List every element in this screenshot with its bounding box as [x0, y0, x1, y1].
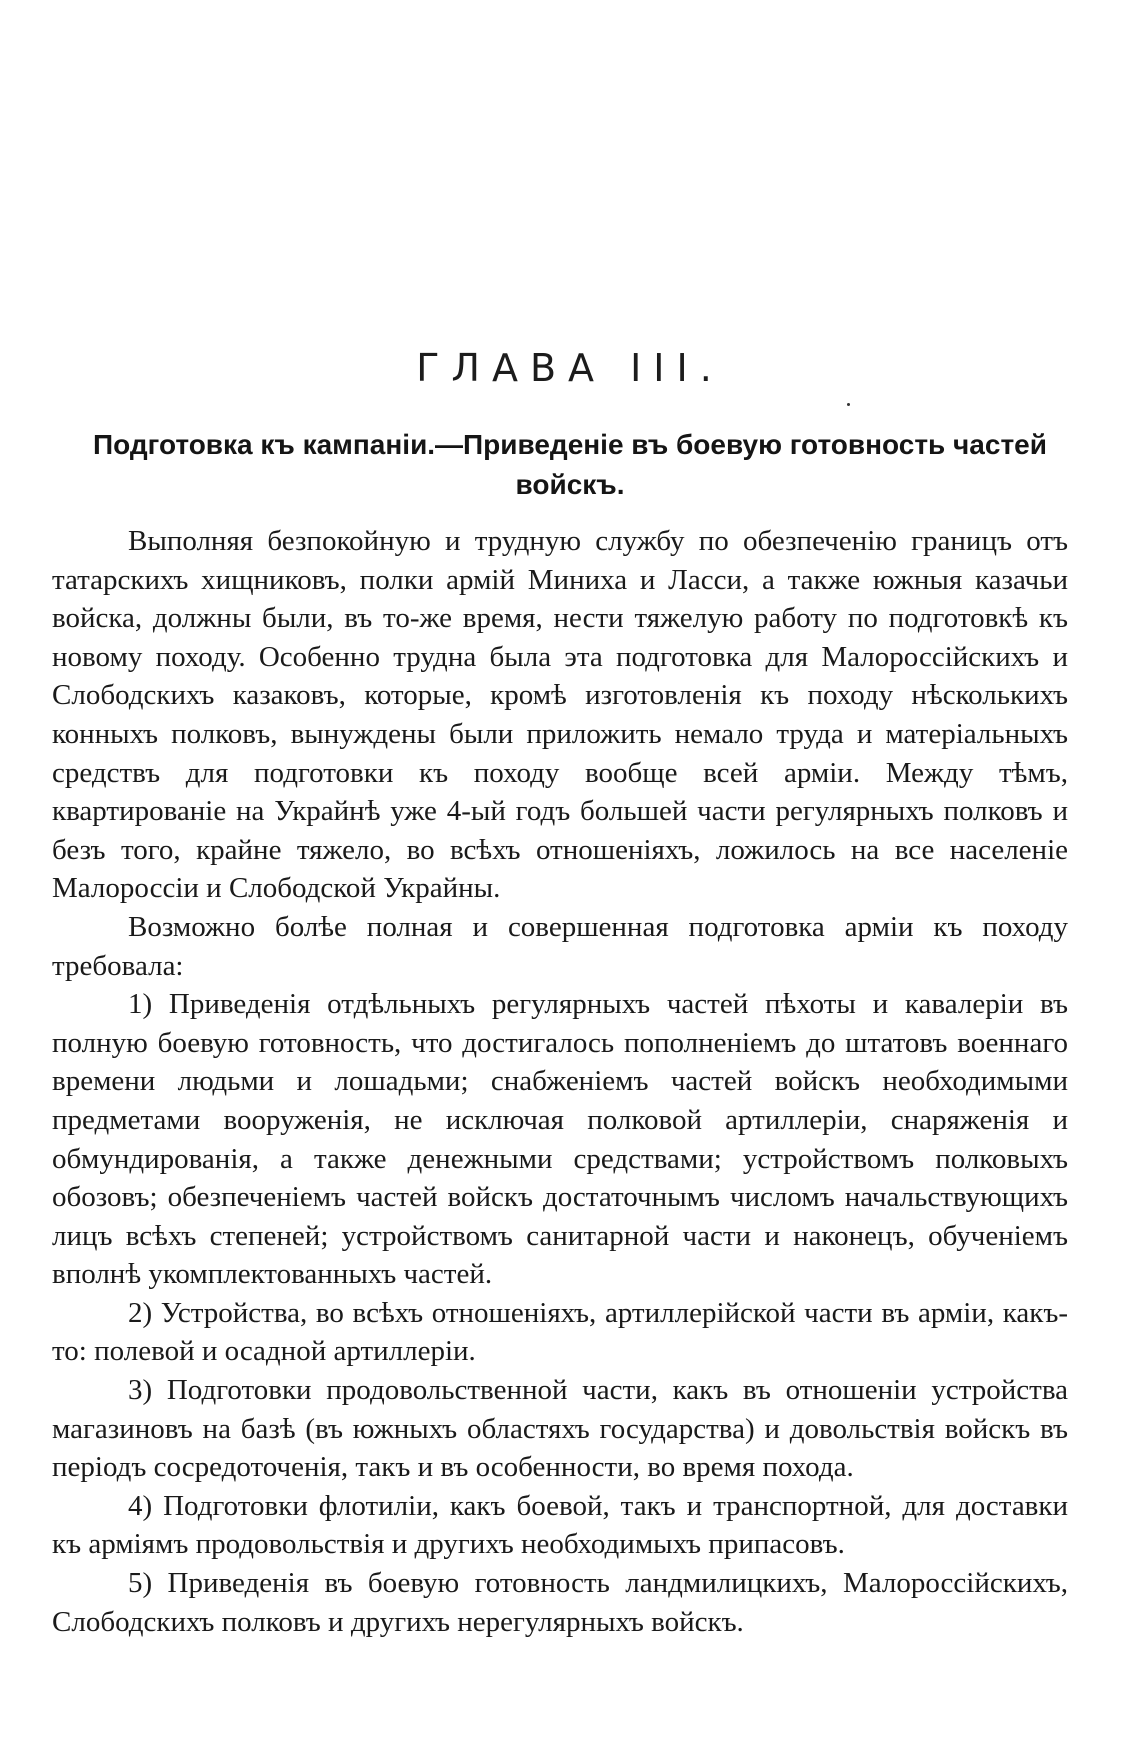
- body-text: [52, 522, 1068, 1641]
- print-speck: [847, 403, 850, 406]
- paragraph-requirements: Возможно болѣе полная и совершенная подготовка арміи къ походу требовала:: [52, 910, 1068, 982]
- list-item-3: 3) Подготовки продовольственной части, какъ въ отношеніи устройства магазиновъ на базѣ (въ южныхъ областяхъ государства) и довольствія войскъ въ періодъ сосредоточенія, такъ и въ особенности, во время похода.: [52, 1374, 1068, 1484]
- list-item-1: 1) Приведенія отдѣльныхъ регулярныхъ частей пѣхоты и кавалеріи въ полную боевую готовность, что достигалось пополненіемъ до штатовъ военнаго времени людьми и лошадьми; снабженіемъ частей войскъ необходимыми предметами вооруженія, не исключая полковой артиллеріи, снаряженія и обмундированія, а также денежными средствами; устройствомъ полковыхъ обозовъ; обезпеченіемъ частей войскъ достаточнымъ числомъ начальствующихъ лицъ всѣхъ степеней; устройствомъ санитарной части и наконецъ, обученіемъ вполнѣ укомплектованныхъ частей.: [52, 988, 1068, 1291]
- list-item-2: 2) Устройства, во всѣхъ отношеніяхъ, артиллерійской части въ арміи, какъ-то: полевой и осадной артиллеріи.: [52, 1296, 1068, 1368]
- list-item-5: 5) Приведенія въ боевую готовность ландмилицкихъ, Малороссійскихъ, Слободскихъ полковъ и другихъ нерегулярныхъ войскъ.: [52, 1567, 1068, 1638]
- chapter-heading: ГЛАВА III.: [416, 346, 724, 390]
- paragraph-intro: Выполняя безпокойную и трудную службу по обезпеченію границъ отъ татарскихъ хищниковъ, полки армій Миниха и Ласси, а также южныя казачьи войска, должны были, въ то-же время, нести тяжелую работу по подготовкѣ къ новому походу. Особенно трудна была эта подготовка для Малороссійскихъ и Слободскихъ казаковъ, которые, кромѣ изготовленія къ походу нѣсколькихъ конныхъ полковъ, вынуждены были приложить немало труда и матеріальныхъ средствъ для подготовки къ походу вообще всей арміи. Между тѣмъ, квартированіе на Украйнѣ уже 4-ый годъ большей части регулярныхъ полковъ и безъ того, крайне тяжело, во всѣхъ отношеніяхъ, ложилось на все населеніе Малороссіи и Слободской Украйны.: [52, 525, 1068, 905]
- list-item-4: 4) Подготовки флотиліи, какъ боевой, такъ и транспортной, для доставки къ арміямъ продовольствія и другихъ необходимыхъ припасовъ.: [52, 1489, 1068, 1561]
- chapter-title: Подготовка къ кампаніи.—Приведеніе въ боевую готовность частей войскъ.: [93, 429, 1047, 500]
